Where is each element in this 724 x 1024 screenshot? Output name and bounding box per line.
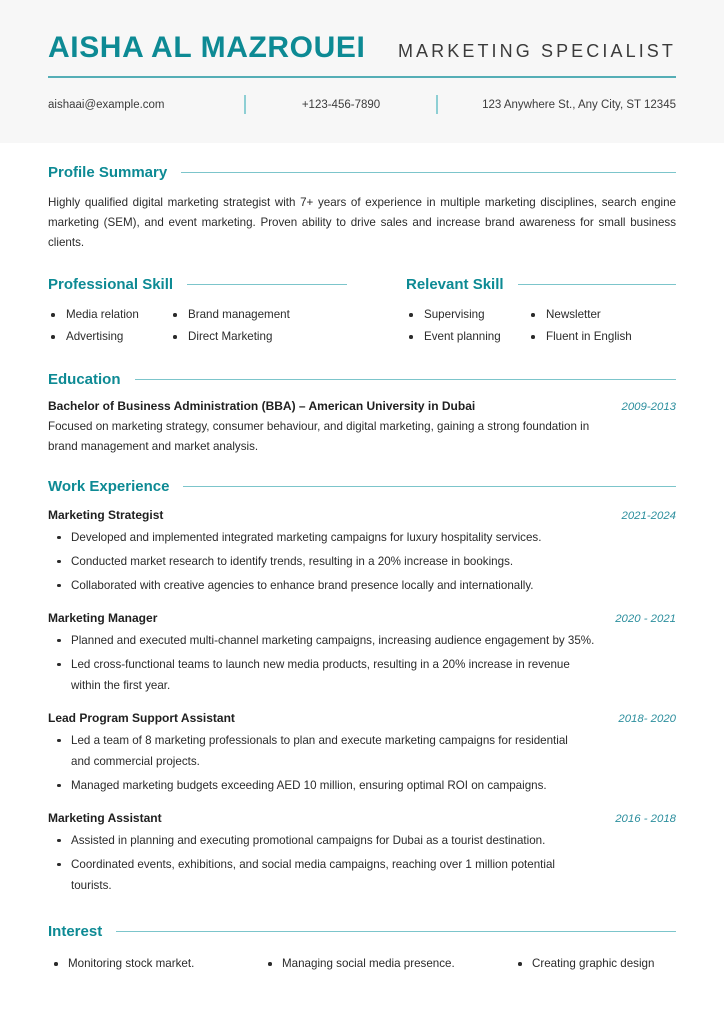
section-professional-skill [48, 277, 406, 348]
section-work-experience [48, 479, 676, 896]
list-item: Managed marketing budgets exceeding AED 10 million, ensuring optimal ROI on campaigns. [48, 775, 651, 796]
section-rule [518, 284, 676, 286]
entry-date: 2009-2013 [621, 401, 676, 413]
section-header [48, 165, 676, 180]
list-item: Managing social media presence. [262, 953, 512, 975]
skill-list [48, 304, 170, 348]
entry-bullets [48, 830, 676, 896]
entry-header [48, 399, 676, 413]
job-title: MARKETING SPECIALIST [397, 41, 676, 61]
education-entry [48, 399, 676, 457]
interest-column-3 [512, 953, 676, 975]
interest-column-1 [48, 953, 262, 975]
list-item: Event planning [406, 326, 528, 348]
skill-list [406, 304, 528, 348]
entry-bullets [48, 630, 676, 696]
entry-header [48, 811, 676, 825]
professional-skill-column-b [170, 304, 406, 348]
interest-columns [48, 953, 676, 975]
interest-list [512, 953, 676, 975]
list-item: Planned and executed multi-channel marketing campaigns, increasing audience engagement by 35%. [48, 630, 651, 651]
list-item: Assisted in planning and executing promotional campaigns for Dubai as a tourist destination. [48, 830, 551, 851]
section-title: Profile Summary [48, 164, 168, 181]
list-item: Led a team of 8 marketing professionals to plan and execute marketing campaigns for residential and commercial projects. [48, 730, 581, 772]
list-item: Creating graphic design [512, 953, 676, 975]
section-header [48, 277, 406, 292]
section-rule [181, 172, 676, 174]
section-rule [183, 486, 676, 488]
list-item: Media relation [48, 304, 170, 326]
list-item: Coordinated events, exhibitions, and social media campaigns, reaching over 1 million potential tourists. [48, 854, 571, 896]
relevant-skill-columns [406, 304, 676, 348]
section-title: Professional Skill [48, 276, 174, 293]
section-title: Relevant Skill [406, 276, 504, 293]
header-divider [48, 76, 676, 78]
experience-entry [48, 811, 676, 896]
entry-date: 2021-2024 [621, 510, 676, 522]
name-row [48, 0, 676, 63]
resume-body [48, 143, 676, 975]
entry-title: Lead Program Support Assistant [48, 711, 235, 725]
section-header [48, 924, 676, 939]
interest-list [262, 953, 512, 975]
list-item: Developed and implemented integrated marketing campaigns for luxury hospitality services. [48, 527, 651, 548]
list-item: Led cross-functional teams to launch new media products, resulting in a 20% increase in revenue within the first year. [48, 654, 591, 696]
entry-header [48, 711, 676, 725]
experience-entry [48, 611, 676, 696]
skill-list [170, 304, 406, 348]
section-rule [116, 931, 676, 933]
list-item: Advertising [48, 326, 170, 348]
contact-row [48, 95, 676, 114]
professional-skill-column-a [48, 304, 170, 348]
professional-skill-columns [48, 304, 406, 348]
contact-address: 123 Anywhere St., Any City, ST 12345 [482, 98, 676, 111]
list-item: Monitoring stock market. [48, 953, 262, 975]
entry-bullets [48, 730, 676, 796]
entry-title: Bachelor of Business Administration (BBA) – American University in Dubai [48, 399, 476, 413]
section-profile-summary [48, 165, 676, 253]
experience-entry [48, 711, 676, 796]
contact-phone[interactable]: +123-456-7890 [301, 98, 381, 111]
section-rule [187, 284, 347, 286]
section-header [48, 479, 676, 494]
experience-entry [48, 508, 676, 596]
entry-date: 2020 - 2021 [615, 613, 676, 625]
relevant-skill-column-a [406, 304, 528, 348]
list-item: Supervising [406, 304, 528, 326]
entry-title: Marketing Assistant [48, 811, 162, 825]
skill-list [528, 304, 676, 348]
entry-header [48, 508, 676, 522]
entry-date: 2018- 2020 [618, 713, 676, 725]
section-relevant-skill [406, 277, 676, 348]
list-item: Brand management [170, 304, 406, 326]
interest-list [48, 953, 262, 975]
list-item: Conducted market research to identify trends, resulting in a 20% increase in bookings. [48, 551, 651, 572]
section-header [48, 372, 676, 387]
header [48, 0, 676, 63]
skills-row [48, 277, 676, 348]
interest-column-2 [262, 953, 512, 975]
section-title: Education [48, 371, 121, 388]
candidate-name: AISHA AL MAZROUEI [48, 31, 366, 64]
contact-email[interactable]: aishaai@example.com [48, 98, 165, 111]
section-education [48, 372, 676, 457]
section-title: Work Experience [48, 478, 170, 495]
section-interest [48, 924, 676, 975]
list-item: Collaborated with creative agencies to enhance brand presence locally and internationally. [48, 575, 651, 596]
list-item: Newsletter [528, 304, 676, 326]
profile-summary-text: Highly qualified digital marketing strategist with 7+ years of experience in multiple marketing disciplines, search engine marketing (SEM), and event marketing. Proven ability to drive sales and increase brand awareness for small business clients. [48, 196, 676, 249]
entry-date: 2016 - 2018 [615, 813, 676, 825]
entry-title: Marketing Manager [48, 611, 158, 625]
entry-header [48, 611, 676, 625]
section-rule [135, 379, 676, 381]
relevant-skill-column-b [528, 304, 676, 348]
entry-description: Focused on marketing strategy, consumer behaviour, and digital marketing, gaining a strong foundation in brand management and market analysis. [48, 420, 590, 453]
entry-bullets [48, 527, 676, 596]
list-item: Direct Marketing [170, 326, 406, 348]
list-item: Fluent in English [528, 326, 676, 348]
entry-title: Marketing Strategist [48, 508, 164, 522]
section-title: Interest [48, 923, 103, 940]
section-header [406, 277, 676, 292]
